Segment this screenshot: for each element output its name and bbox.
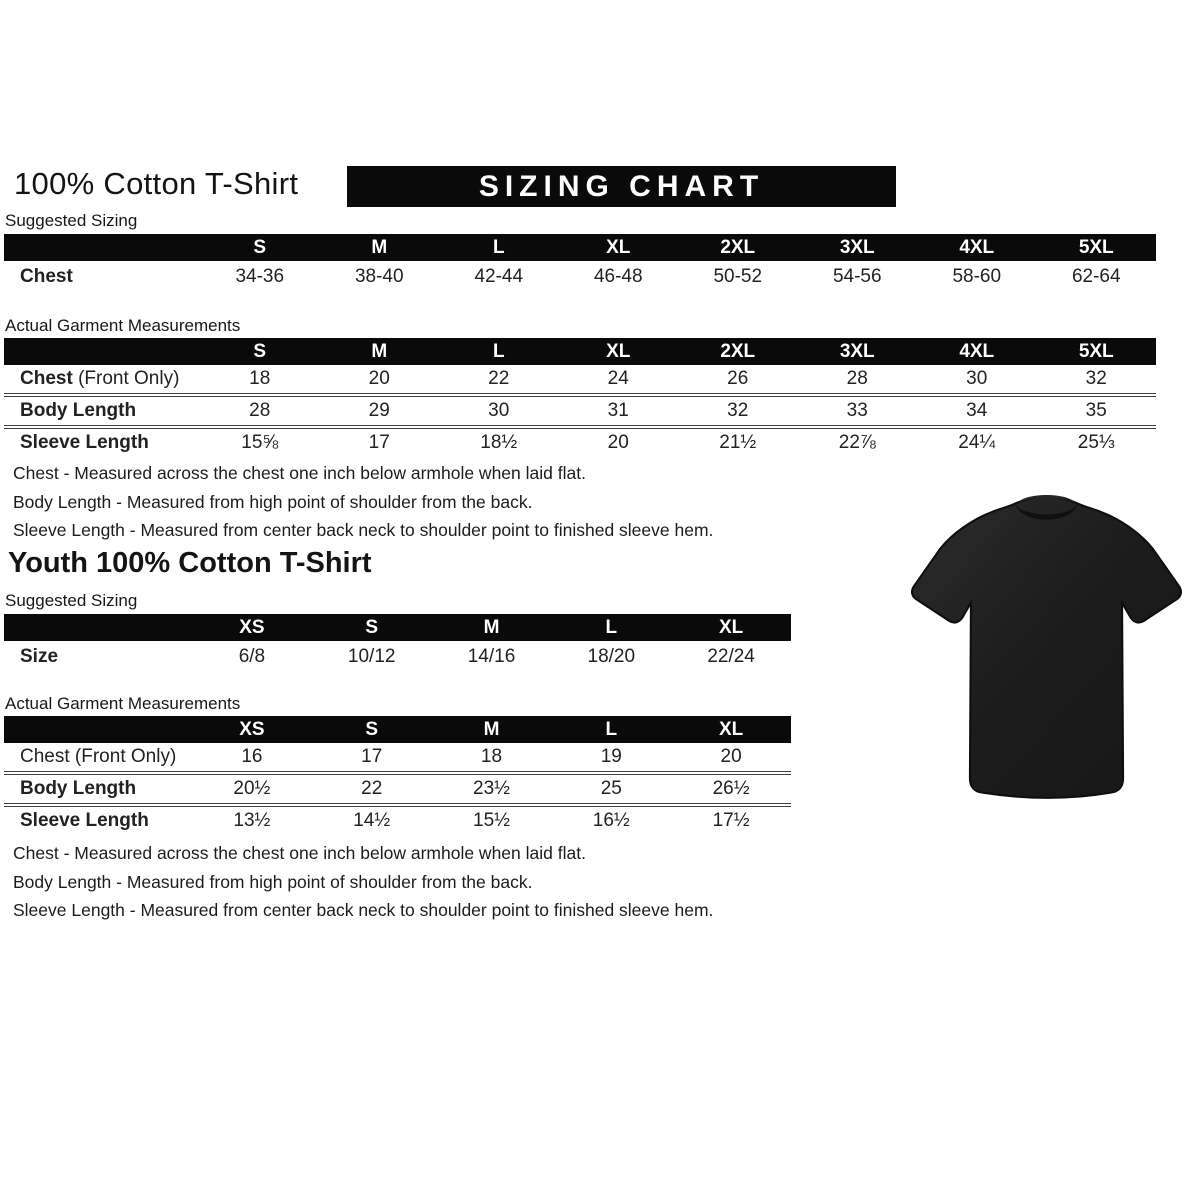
measurement-cell: 17 (312, 743, 432, 773)
measurement-cell: 26 (678, 365, 798, 395)
note-sleeve-length: Sleeve Length - Measured from center back neck to shoulder point to finished sleeve hem. (13, 520, 714, 540)
measurement-cell: 28 (200, 395, 320, 427)
size-column-header: S (200, 234, 320, 261)
measurement-cell: 21½ (719, 432, 757, 453)
row-label-suffix: (Front Only) (72, 368, 180, 389)
measurement-cell: 18½ (480, 432, 518, 453)
size-column-header: 5XL (1037, 338, 1157, 365)
measurement-cell: 18 (200, 365, 320, 395)
note-chest: Chest - Measured across the chest one inch below armhole when laid flat. (13, 463, 586, 483)
measurement-cell: 24 (559, 365, 679, 395)
measurement-cell: 10/12 (347, 645, 396, 667)
measurement-cell: 20 (607, 432, 629, 453)
measurement-row (4, 805, 791, 835)
row-label (4, 641, 192, 672)
size-column-header: 5XL (1037, 234, 1157, 261)
size-column-header: 3XL (798, 234, 918, 261)
youth-measurement-notes (13, 839, 713, 925)
adult-measurement-notes (13, 459, 713, 545)
measurement-cell: 22/24 (707, 645, 755, 667)
measurement-cell: 32 (678, 395, 798, 427)
size-column-header: 4XL (917, 338, 1037, 365)
measurement-cell: 24¼ (958, 432, 996, 453)
note-body-length: Body Length - Measured from high point of shoulder from the back. (13, 491, 533, 512)
measurement-cell: 22⅞ (838, 432, 876, 453)
measurement-cell: 15½ (473, 810, 510, 831)
size-column-header: XL (559, 234, 679, 261)
youth-suggested-sizing-label: Suggested Sizing (5, 591, 138, 610)
size-column-header: L (439, 338, 559, 365)
corner-cell (4, 716, 192, 743)
note-sleeve-length: Sleeve Length - Measured from center back neck to shoulder point to finished sleeve hem. (13, 900, 714, 920)
page-title: 100% Cotton T-Shirt (14, 166, 299, 201)
measurement-cell: 14½ (353, 810, 391, 831)
measurement-cell: 30 (917, 365, 1037, 395)
measurement-cell: 20½ (192, 773, 312, 805)
size-column-header: S (312, 614, 432, 641)
youth-actual-measurements-table (4, 716, 791, 835)
row-label-text: Body Length (20, 400, 137, 421)
row-label-text: Sleeve Length (20, 810, 149, 831)
size-column-header: XL (671, 614, 791, 641)
measurement-row (4, 773, 791, 805)
row-label (4, 805, 192, 835)
size-column-header: 4XL (917, 234, 1037, 261)
row-label (4, 365, 200, 395)
adult-actual-measurements-label: Actual Garment Measurements (5, 316, 241, 335)
row-label-text: Size (20, 645, 59, 667)
youth-section-title: Youth 100% Cotton T-Shirt (8, 547, 372, 579)
measurement-cell: 34 (917, 395, 1037, 427)
row-label-suffix: (Front Only) (69, 746, 177, 767)
measurement-cell: 46-48 (593, 265, 643, 287)
measurement-cell: 17 (368, 432, 390, 453)
measurement-cell: 20 (320, 365, 440, 395)
measurement-cell: 18/20 (587, 645, 636, 667)
measurement-row (4, 743, 791, 773)
measurement-cell: 50-52 (713, 265, 763, 287)
measurement-cell: 32 (1037, 365, 1157, 395)
size-column-header: XS (192, 716, 312, 743)
measurement-row (4, 261, 1156, 292)
row-label-text: Chest (20, 265, 73, 287)
measurement-cell: 15⅝ (241, 432, 279, 453)
size-column-header: L (551, 716, 671, 743)
corner-cell (4, 614, 192, 641)
measurement-cell: 25⅓ (1077, 432, 1115, 453)
size-column-header: M (320, 234, 440, 261)
size-column-header: L (551, 614, 671, 641)
size-column-header: XL (671, 716, 791, 743)
row-label-text: Chest (20, 368, 73, 389)
note-chest: Chest - Measured across the chest one inch below armhole when laid flat. (13, 843, 586, 863)
measurement-cell: 58-60 (952, 265, 1002, 287)
size-column-header: M (320, 338, 440, 365)
measurement-cell: 29 (320, 395, 440, 427)
size-column-header: 3XL (798, 338, 918, 365)
measurement-cell: 16½ (592, 810, 630, 831)
sizing-chart-banner-text: SIZING CHART (478, 169, 765, 203)
size-header-row (4, 234, 1156, 261)
measurement-cell: 54-56 (832, 265, 882, 287)
measurement-cell: 62-64 (1071, 265, 1121, 287)
size-column-header: XS (192, 614, 312, 641)
black-tshirt-icon (893, 472, 1200, 809)
row-label (4, 427, 200, 457)
measurement-cell: 42-44 (474, 265, 524, 287)
size-column-header: 2XL (678, 338, 798, 365)
size-column-header: 2XL (678, 234, 798, 261)
row-label-text: Sleeve Length (20, 432, 149, 453)
measurement-row (4, 395, 1156, 427)
corner-cell (4, 338, 200, 365)
sizing-chart-banner (347, 166, 896, 207)
measurement-cell: 14/16 (467, 645, 516, 667)
measurement-cell: 18 (432, 743, 552, 773)
measurement-cell: 34-36 (235, 265, 285, 287)
corner-cell (4, 234, 200, 261)
row-label (4, 395, 200, 427)
row-label (4, 261, 200, 292)
measurement-cell: 38-40 (354, 265, 404, 287)
size-column-header: M (432, 614, 552, 641)
adult-suggested-sizing-label: Suggested Sizing (5, 211, 138, 230)
measurement-cell: 16 (192, 743, 312, 773)
measurement-cell: 17½ (712, 810, 750, 831)
adult-suggested-sizing-table (4, 234, 1156, 292)
size-column-header: M (432, 716, 552, 743)
measurement-cell: 33 (798, 395, 918, 427)
size-header-row (4, 716, 791, 743)
youth-suggested-sizing-table (4, 614, 791, 672)
size-column-header: XL (559, 338, 679, 365)
adult-actual-measurements-table (4, 338, 1156, 457)
size-column-header: L (439, 234, 559, 261)
size-header-row (4, 614, 791, 641)
measurement-cell: 19 (551, 743, 671, 773)
youth-actual-measurements-label: Actual Garment Measurements (5, 694, 241, 713)
measurement-row (4, 641, 791, 672)
note-body-length: Body Length - Measured from high point of shoulder from the back. (13, 871, 533, 892)
measurement-cell: 22 (439, 365, 559, 395)
measurement-cell: 13½ (233, 810, 271, 831)
measurement-cell: 22 (312, 773, 432, 805)
row-label (4, 743, 192, 773)
measurement-cell: 30 (439, 395, 559, 427)
measurement-cell: 20 (671, 743, 791, 773)
row-label-text: Chest (20, 746, 70, 767)
measurement-row (4, 365, 1156, 395)
measurement-cell: 31 (559, 395, 679, 427)
measurement-cell: 26½ (671, 773, 791, 805)
tshirt-image (893, 472, 1200, 809)
measurement-cell: 23½ (432, 773, 552, 805)
row-label (4, 773, 192, 805)
measurement-cell: 28 (798, 365, 918, 395)
measurement-cell: 6/8 (238, 645, 266, 667)
measurement-cell: 25 (551, 773, 671, 805)
measurement-cell: 35 (1037, 395, 1157, 427)
row-label-text: Body Length (20, 778, 137, 799)
size-column-header: S (312, 716, 432, 743)
size-column-header: S (200, 338, 320, 365)
measurement-row (4, 427, 1156, 457)
size-header-row (4, 338, 1156, 365)
